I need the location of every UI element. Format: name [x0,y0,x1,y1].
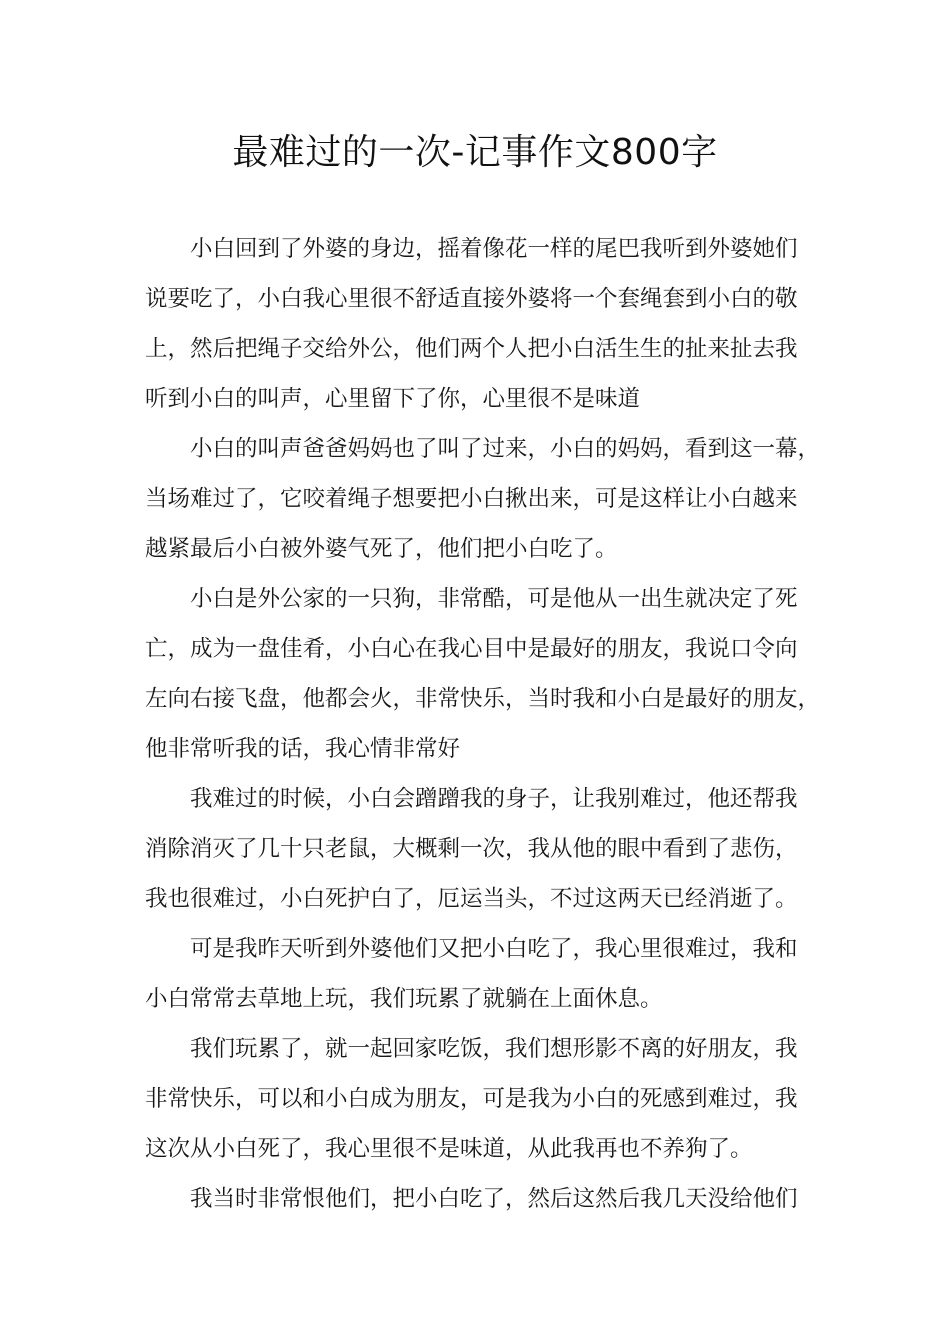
paragraph-6-line-1: 我们玩累了，就一起回家吃饭，我们想形影不离的好朋友，我 [190,1036,798,1062]
paragraph-3-line-4: 他非常听我的话，我心情非常好 [145,736,461,762]
paragraph-4-line-3: 我也很难过，小白死护白了，厄运当头，不过这两天已经消逝了。 [145,886,798,912]
paragraph-1-line-2: 说要吃了，小白我心里很不舒适直接外婆将一个套绳套到小白的敬 [145,286,798,312]
paragraph-3-line-3: 左向右接飞盘，他都会火，非常快乐，当时我和小白是最好的朋友， [145,686,821,712]
paragraph-5-line-1: 可是我昨天听到外婆他们又把小白吃了，我心里很难过，我和 [190,936,798,962]
paragraph-5-line-2: 小白常常去草地上玩，我们玩累了就躺在上面休息。 [145,986,663,1012]
paragraph-4-line-2: 消除消灭了几十只老鼠，大概剩一次，我从他的眼中看到了悲伤， [145,836,798,862]
paragraph-7-line-1: 我当时非常恨他们，把小白吃了，然后这然后我几天没给他们 [190,1186,798,1212]
paragraph-1-line-1: 小白回到了外婆的身边，摇着像花一样的尾巴我听到外婆她们 [190,236,798,262]
paragraph-6-line-2: 非常快乐，可以和小白成为朋友，可是我为小白的死感到难过，我 [145,1086,798,1112]
paragraph-1-line-3: 上，然后把绳子交给外公，他们两个人把小白活生生的扯来扯去我 [145,336,798,362]
paragraph-3-line-1: 小白是外公家的一只狗，非常酷，可是他从一出生就决定了死 [190,586,798,612]
document-title: 最难过的一次-记事作文800字 [232,132,718,173]
paragraph-1-line-4: 听到小白的叫声，心里留下了你，心里很不是味道 [145,386,641,412]
paragraph-3-line-2: 亡，成为一盘佳肴，小白心在我心目中是最好的朋友，我说口令向 [145,636,798,662]
paragraph-2-line-3: 越紧最后小白被外婆气死了，他们把小白吃了。 [145,536,618,562]
paragraph-2-line-1: 小白的叫声爸爸妈妈也了叫了过来，小白的妈妈，看到这一幕， [190,436,821,462]
paragraph-2-line-2: 当场难过了，它咬着绳子想要把小白揪出来，可是这样让小白越来 [145,486,798,512]
paragraph-4-line-1: 我难过的时候，小白会蹭蹭我的身子，让我别难过，他还帮我 [190,786,798,812]
paragraph-6-line-3: 这次从小白死了，我心里很不是味道，从此我再也不养狗了。 [145,1136,753,1162]
